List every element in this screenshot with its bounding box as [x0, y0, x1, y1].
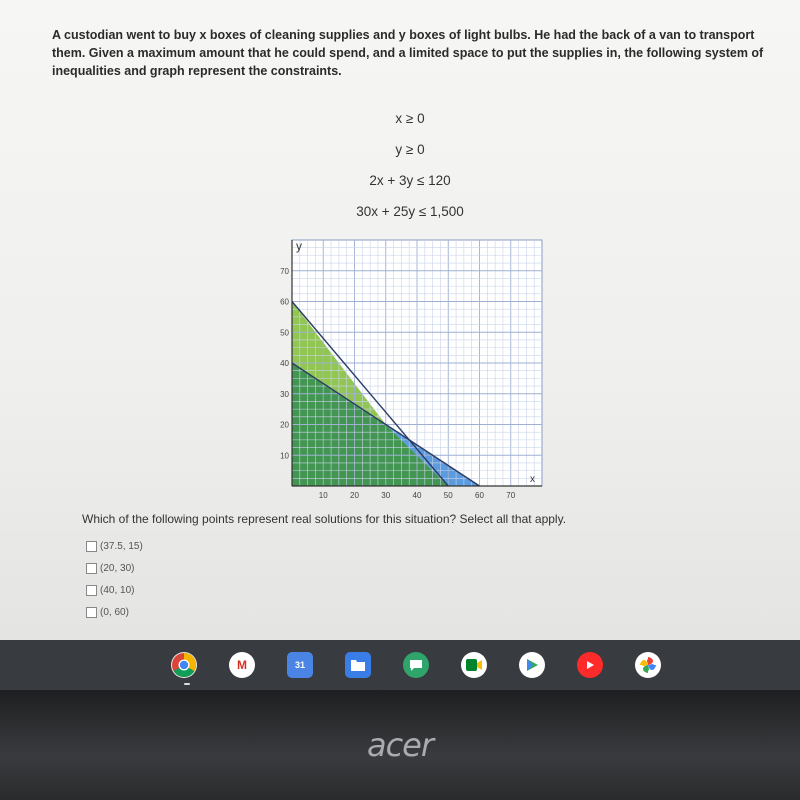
option-label: (0, 60): [100, 606, 129, 618]
x-tick-label: 20: [350, 491, 359, 500]
y-tick-label: 40: [280, 359, 289, 368]
youtube-icon[interactable]: [577, 652, 603, 678]
checkbox[interactable]: [86, 585, 97, 596]
y-tick-label: 70: [280, 266, 289, 276]
inequality-system: [300, 108, 520, 232]
option-3[interactable]: [86, 579, 143, 601]
checkbox[interactable]: [86, 541, 97, 552]
answer-options: [86, 535, 143, 623]
inequality: 2x + 3y ≤ 120: [369, 173, 451, 188]
x-tick-label: 50: [443, 491, 453, 500]
question-text: A custodian went to buy x boxes of cleaning supplies and y boxes of light bulbs. He had the back of a van to transport them. Given a maximum amount that he could spend, and a limited space to put the supplies in, the following system of inequalities and graph represent the constraints.: [52, 28, 764, 78]
x-tick-label: 60: [475, 491, 484, 500]
chrome-icon[interactable]: [171, 652, 197, 678]
option-2[interactable]: [86, 557, 143, 579]
option-label: (20, 30): [100, 562, 135, 574]
x-axis-label: x: [530, 474, 535, 485]
active-indicator: [184, 683, 190, 685]
x-tick-label: 10: [318, 491, 328, 500]
x-tick-label: 30: [381, 491, 391, 500]
option-1[interactable]: [86, 535, 143, 557]
brand-logo: acer: [366, 726, 434, 764]
checkbox[interactable]: [86, 563, 97, 574]
photos-icon[interactable]: [635, 652, 661, 678]
taskbar: [0, 640, 800, 690]
y-tick-label: 30: [280, 389, 289, 399]
option-label: (40, 10): [100, 584, 135, 596]
inequality: 30x + 25y ≤ 1,500: [356, 204, 464, 219]
x-tick-label: 70: [506, 491, 516, 500]
play-store-icon[interactable]: [519, 652, 545, 678]
inequality: x ≥ 0: [395, 111, 425, 126]
option-label: (37.5, 15): [100, 540, 143, 552]
y-tick-label: 60: [280, 297, 289, 307]
files-icon[interactable]: [345, 652, 371, 678]
y-tick-label: 20: [280, 420, 289, 430]
meet-icon[interactable]: [461, 652, 487, 678]
option-4[interactable]: [86, 601, 143, 623]
y-tick-label: 50: [280, 328, 289, 338]
y-axis-label: y: [296, 239, 302, 253]
x-tick-label: 40: [412, 491, 422, 500]
calendar-icon[interactable]: 31: [287, 652, 313, 678]
gmail-icon[interactable]: M: [229, 652, 255, 678]
chat-icon[interactable]: [403, 652, 429, 678]
y-tick-label: 10: [280, 451, 289, 461]
constraint-graph: [270, 236, 550, 504]
prompt-text: Which of the following points represent real solutions for this situation? Select all that apply.: [82, 512, 567, 526]
inequality: y ≥ 0: [395, 142, 425, 157]
checkbox[interactable]: [86, 607, 97, 618]
